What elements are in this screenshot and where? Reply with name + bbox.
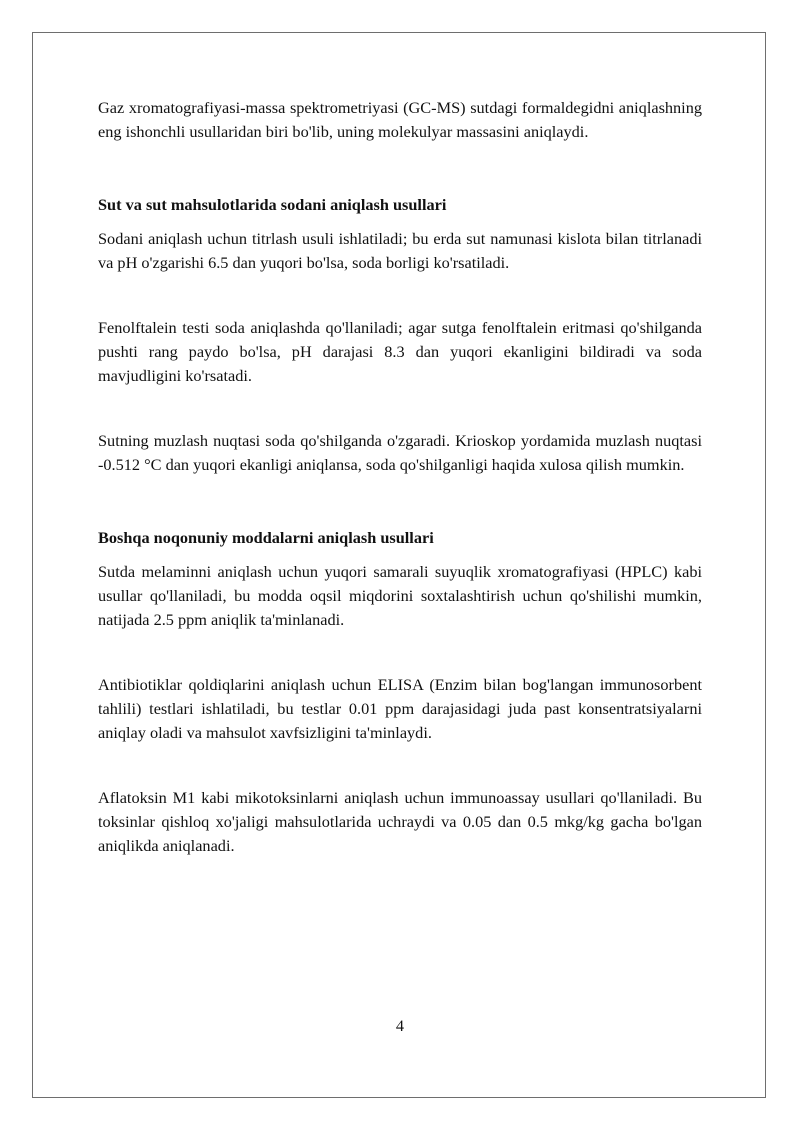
section-heading-illegal-substances: Boshqa noqonuniy moddalarni aniqlash usullari: [98, 528, 434, 547]
paragraph-phenolphthalein: Fenolftalein testi soda aniqlashda qo'llaniladi; agar sutga fenolftalein eritmasi qo'shilganda pushti rang paydo bo'lsa, pH darajasi 8.3 dan yuqori ekanligini bildiradi va soda mavjudligini ko'rsatadi.: [98, 318, 702, 385]
paragraph-antibiotics: Antibiotiklar qoldiqlarini aniqlash uchun ELISA (Enzim bilan bog'langan immunosorbent tahlili) testlari ishlatiladi, bu testlar 0.01 ppm darajasidagi juda past konsentratsiyalarni aniqlay oladi va mahsulot xavfsizligini ta'minlaydi.: [98, 675, 702, 742]
paragraph-melamine: Sutda melaminni aniqlash uchun yuqori samarali suyuqlik xromatografiyasi (HPLC) kabi usullar qo'llaniladi, bu modda oqsil miqdorini soxtalashtirish uchun qo'shilishi mumkin, natijada 2.5 ppm aniqlik ta'minlanadi.: [98, 562, 702, 629]
document-body: [98, 96, 702, 858]
paragraph-freezing-point: Sutning muzlash nuqtasi soda qo'shilganda o'zgaradi. Krioskop yordamida muzlash nuqtasi -0.512 °C dan yuqori ekanligi aniqlansa, soda qo'shilganligi haqida xulosa qilish mumkin.: [98, 431, 702, 474]
paragraph-aflatoxin: Aflatoksin M1 kabi mikotoksinlarni aniqlash uchun immunoassay usullari qo'llaniladi. Bu toksinlar qishloq xo'jaligi mahsulotlarida uchraydi va 0.05 dan 0.5 mkg/kg gacha bo'lgan aniqlikda aniqlanadi.: [98, 788, 702, 855]
page-number: 4: [395, 1016, 405, 1035]
section-heading-soda-methods: Sut va sut mahsulotlarida sodani aniqlash usullari: [98, 195, 447, 214]
paragraph-gc-ms: Gaz xromatografiyasi-massa spektrometriyasi (GC-MS) sutdagi formaldegidni aniqlashning eng ishonchli usullaridan biri bo'lib, uning molekulyar massasini aniqlaydi.: [98, 98, 702, 141]
paragraph-titration: Sodani aniqlash uchun titrlash usuli ishlatiladi; bu erda sut namunasi kislota bilan titrlanadi va pH o'zgarishi 6.5 dan yuqori bo'lsa, soda borligi ko'rsatiladi.: [98, 229, 702, 272]
